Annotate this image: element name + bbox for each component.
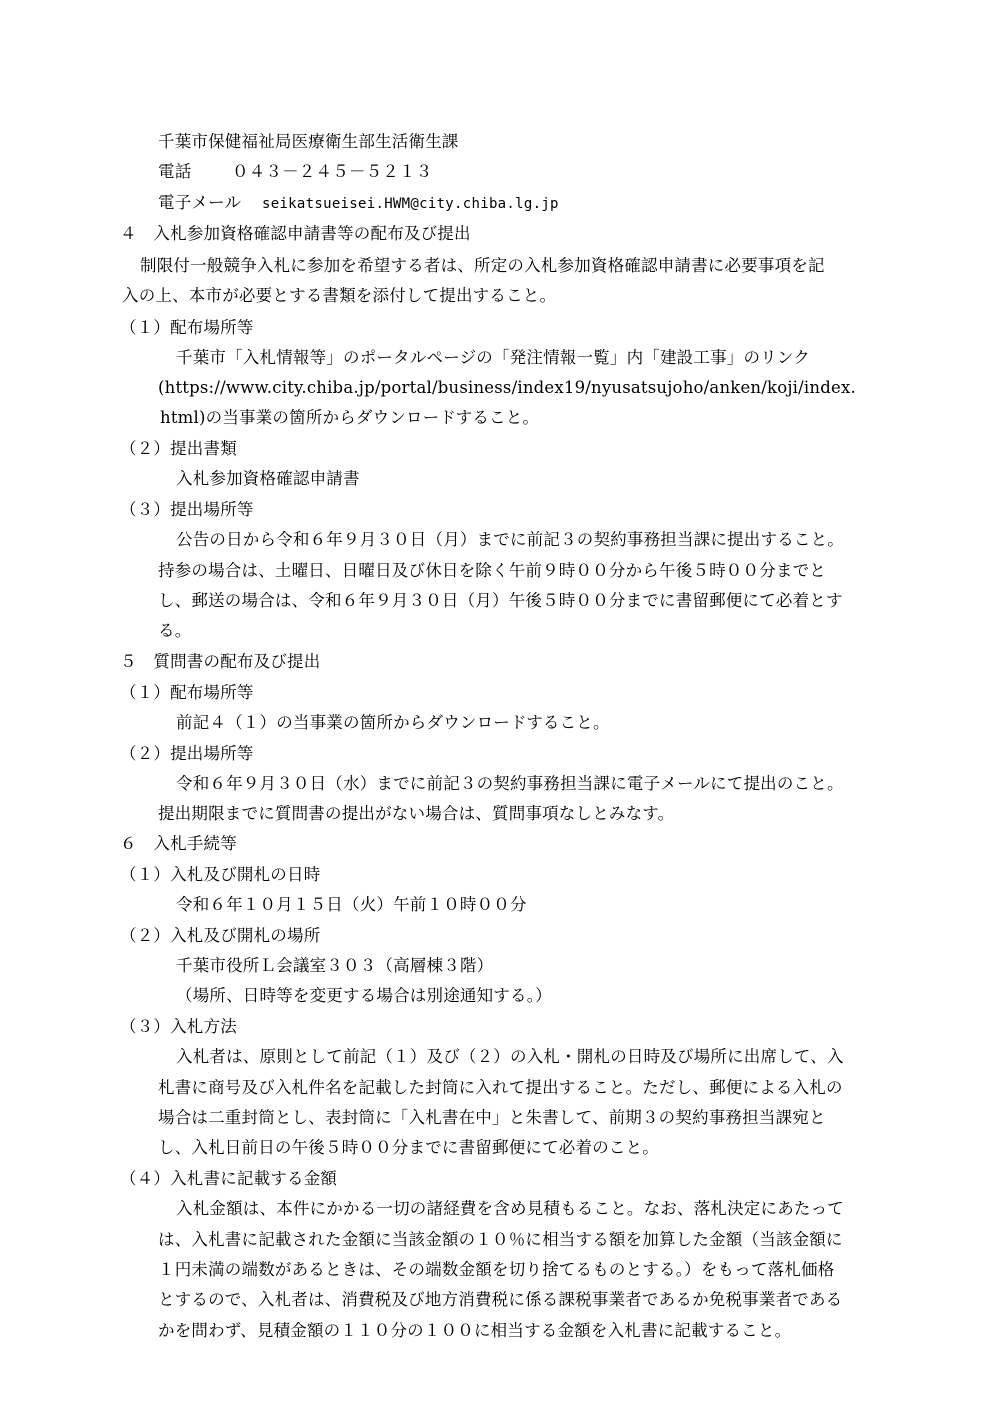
section-4-1-line: 千葉市「入札情報等」のポータルページの「発注情報一覧」内「建設工事」のリンク <box>176 348 810 367</box>
section-4-intro-line: 入の上、本市が必要とする書類を添付して提出すること。 <box>122 286 557 305</box>
section-5-2-line: 令和６年９月３０日（水）までに前記３の契約事務担当課に電子メールにて提出のこと。 <box>176 774 844 793</box>
section-4-3-line: し、郵送の場合は、令和６年９月３０日（月）午後５時００分までに書留郵便にて必着とす <box>158 591 843 610</box>
section-6-2-heading: （２）入札及び開札の場所 <box>120 926 321 945</box>
section-6-1-line: 令和６年１０月１５日（火）午前１０時００分 <box>176 895 527 914</box>
section-5-1-line: 前記４（１）の当事業の箇所からダウンロードすること。 <box>176 713 610 732</box>
contact-department: 千葉市保健福祉局医療衛生部生活衛生課 <box>158 132 459 151</box>
section-6-4-line: とするので、入札者は、消費税及び地方消費税に係る課税事業者であるか免税事業者である <box>158 1290 843 1309</box>
section-4-3-line: 公告の日から令和６年９月３０日（月）までに前記３の契約事務担当課に提出すること。 <box>176 530 844 549</box>
section-4-3-line: る。 <box>158 621 192 640</box>
contact-phone: ０４３－２４５－５２１３ <box>232 162 433 181</box>
section-6-1-heading: （１）入札及び開札の日時 <box>120 865 321 884</box>
section-6-3-line: 札書に商号及び入札件名を記載した封筒に入れて提出すること。ただし、郵便による入札の <box>158 1078 843 1097</box>
section-4-intro-line: 制限付一般競争入札に参加を希望する者は、所定の入札参加資格確認申請書に必要事項を記 <box>140 256 825 275</box>
section-4-1-line: html)の当事業の箇所からダウンロードすること。 <box>160 408 540 427</box>
section-4-2-heading: （２）提出書類 <box>120 439 237 458</box>
section-6-3-line: し、入札日前日の午後５時００分までに書留郵便にて必着のこと。 <box>158 1138 659 1157</box>
contact-phone-label: 電話 <box>158 162 192 181</box>
contact-email: seikatsueisei.HWM@city.chiba.lg.jp <box>262 196 559 212</box>
section-6-3-line: 入札者は、原則として前記（１）及び（２）の入札・開札の日時及び場所に出席して、入 <box>176 1047 844 1066</box>
section-4-1-heading: （１）配布場所等 <box>120 318 254 337</box>
section-4-heading: ４ 入札参加資格確認申請書等の配布及び提出 <box>120 224 471 243</box>
section-6-4-line: かを問わず、見積金額の１１０分の１００に相当する金額を入札書に記載すること。 <box>158 1321 792 1340</box>
section-6-3-line: 場合は二重封筒とし、表封筒に「入札書在中」と朱書して、前期３の契約事務担当課宛と <box>158 1108 826 1127</box>
section-6-heading: ６ 入札手続等 <box>120 834 237 853</box>
section-6-2-line: 千葉市役所Ｌ会議室３０３（高層棟３階） <box>176 956 494 975</box>
contact-email-label: 電子メール <box>158 193 242 212</box>
section-6-4-line: １円未満の端数があるときは、その端数金額を切り捨てるものとする。）をもって落札価格 <box>158 1260 835 1279</box>
section-6-2-line: （場所、日時等を変更する場合は別途通知する。） <box>176 986 552 1005</box>
section-6-3-heading: （３）入札方法 <box>120 1017 237 1036</box>
section-5-1-heading: （１）配布場所等 <box>120 683 254 702</box>
section-6-4-line: は、入札書に記載された金額に当該金額の１０％に相当する額を加算した金額（当該金額に <box>158 1230 843 1249</box>
section-6-4-line: 入札金額は、本件にかかる一切の諸経費を含め見積もること。なお、落札決定にあたって <box>176 1199 844 1218</box>
section-5-2-heading: （２）提出場所等 <box>120 744 254 763</box>
section-4-3-heading: （３）提出場所等 <box>120 500 254 519</box>
section-5-heading: ５ 質問書の配布及び提出 <box>120 652 321 671</box>
section-4-2-line: 入札参加資格確認申請書 <box>176 469 360 488</box>
section-5-2-line: 提出期限までに質問書の提出がない場合は、質問事項なしとみなす。 <box>158 804 675 823</box>
section-4-1-url-line: (https://www.city.chiba.jp/portal/business/index19/nyusatsujoho/anken/koji/index. <box>158 378 856 397</box>
section-6-4-heading: （４）入札書に記載する金額 <box>120 1169 338 1188</box>
section-4-3-line: 持参の場合は、土曜日、日曜日及び休日を除く午前９時００分から午後５時００分までと <box>158 561 826 580</box>
